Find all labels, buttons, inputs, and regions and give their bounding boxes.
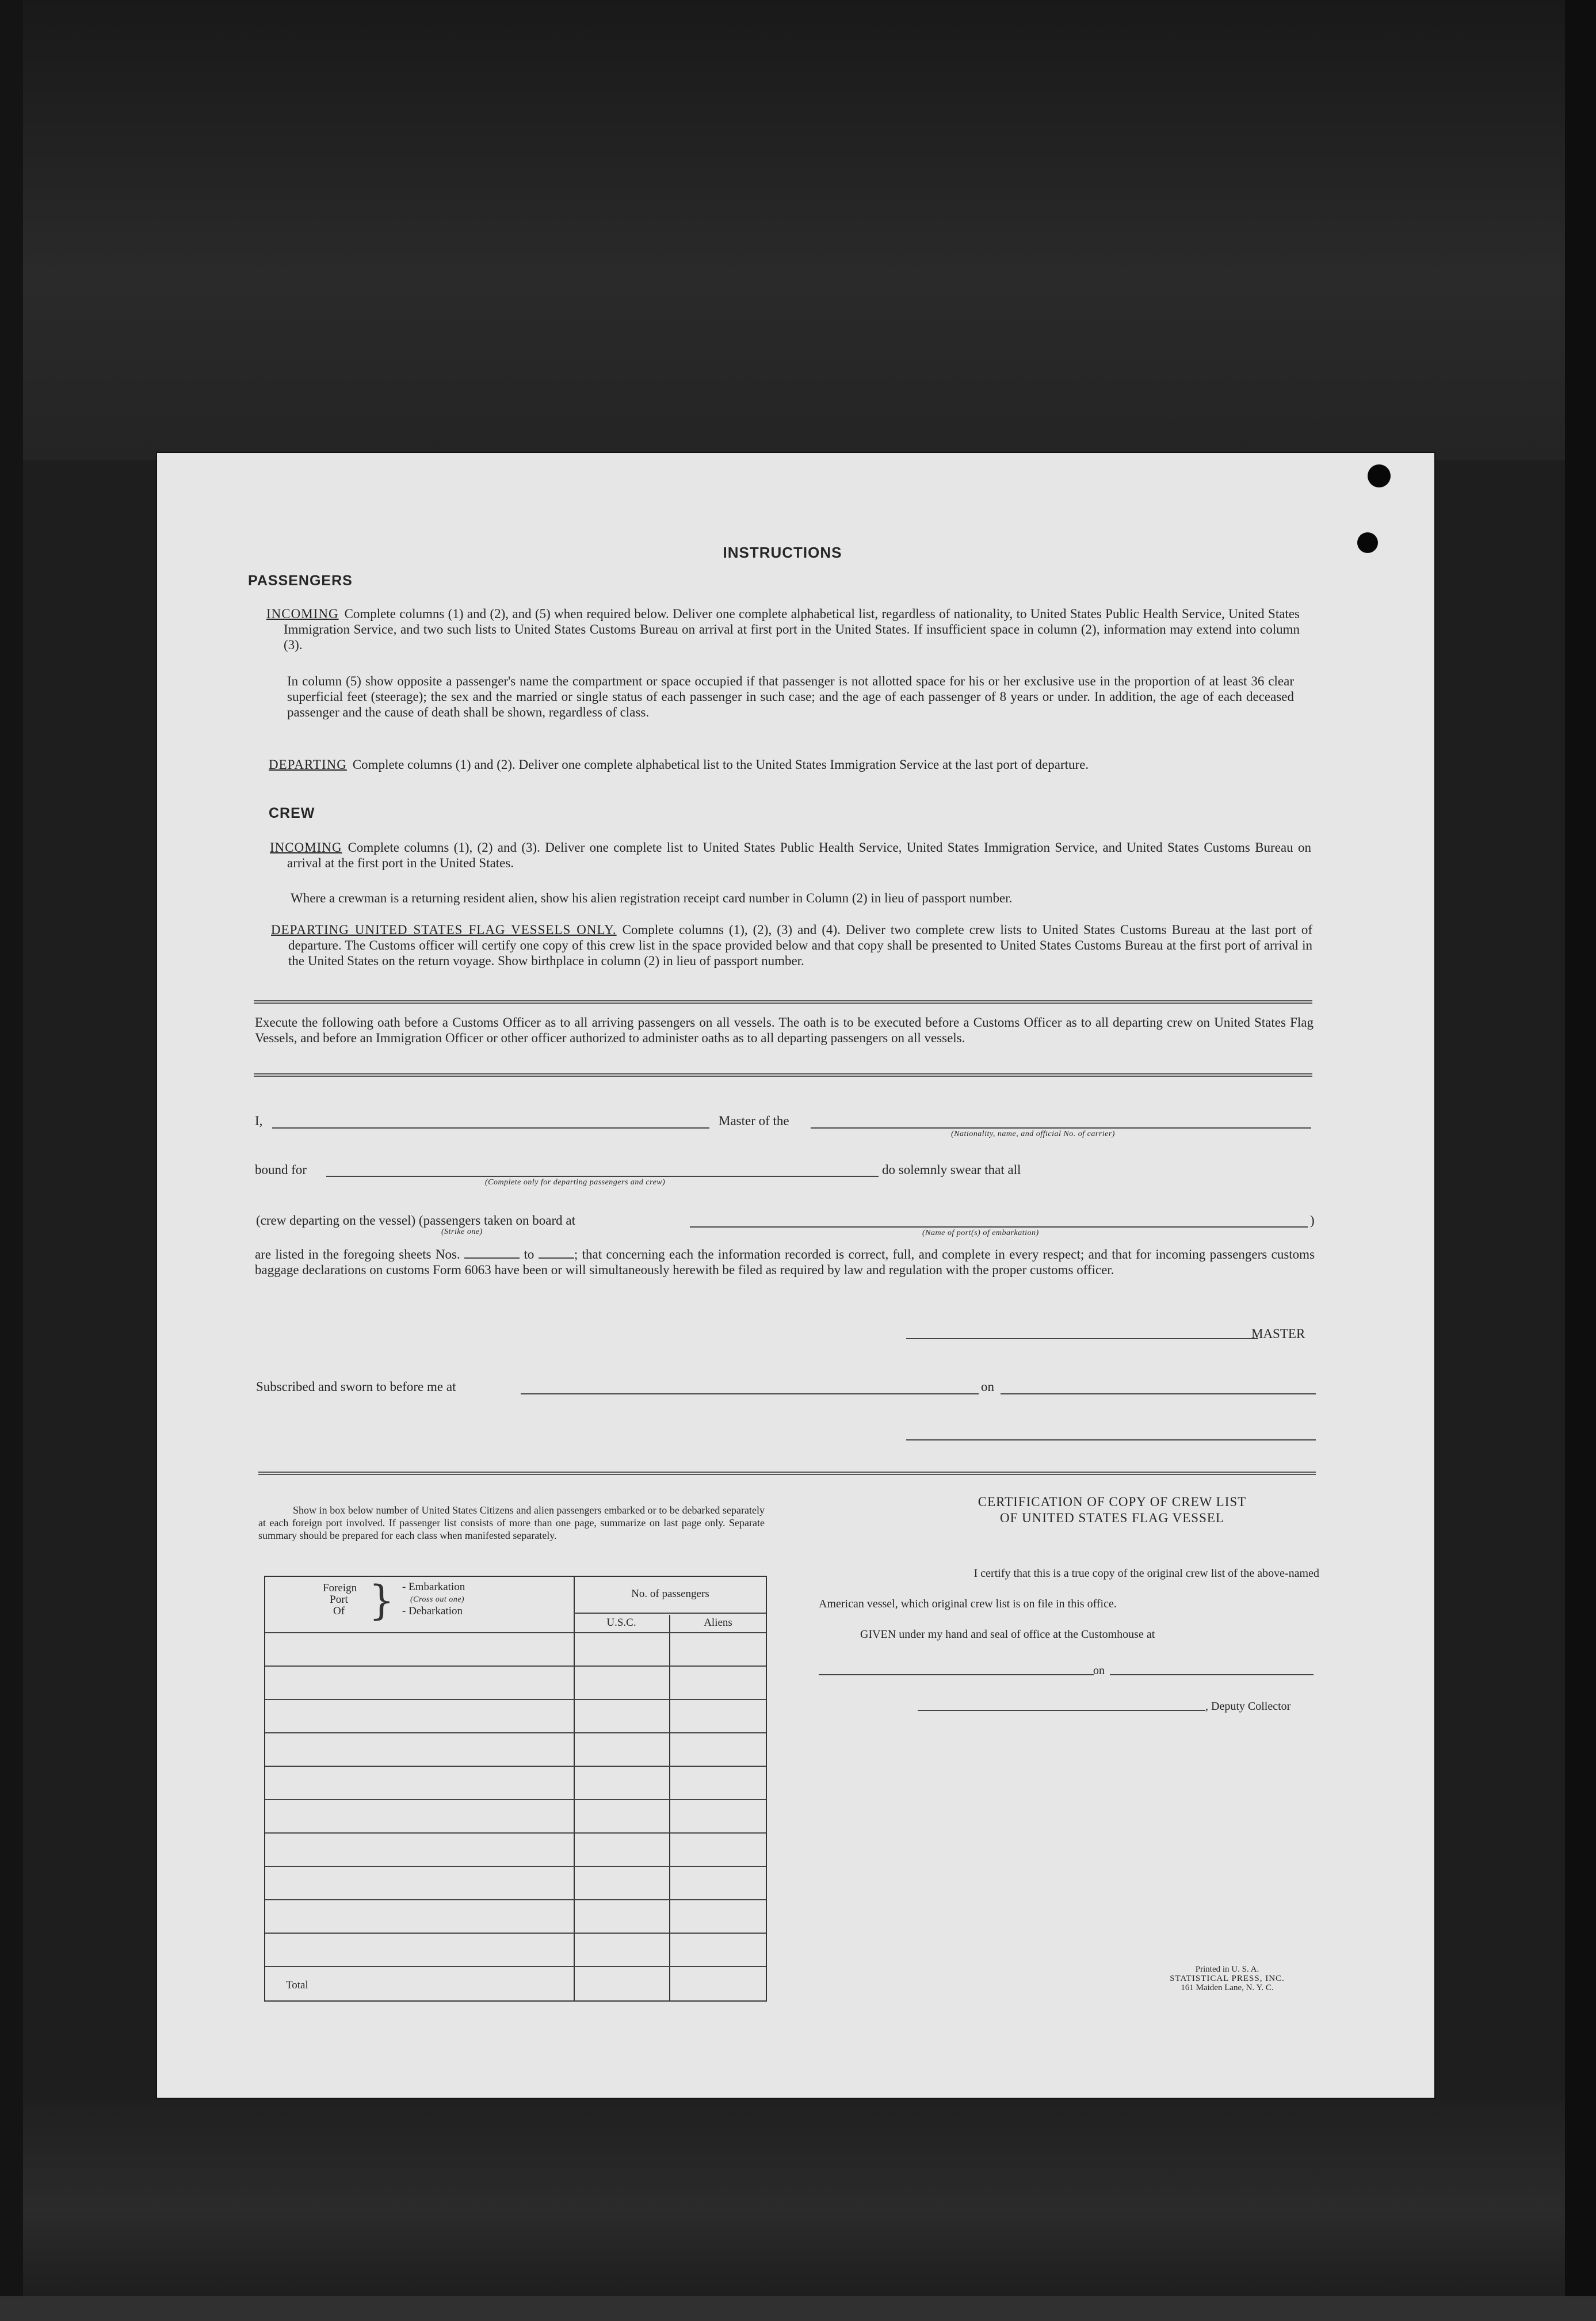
master-of-label: Master of the bbox=[719, 1114, 789, 1128]
customhouse-field[interactable] bbox=[819, 1674, 1094, 1675]
table-column-divider bbox=[574, 1577, 575, 2000]
usc-header: U.S.C. bbox=[606, 1617, 636, 1629]
closing-paren: ) bbox=[1310, 1213, 1315, 1228]
printer-line1: Printed in U. S. A. bbox=[1195, 1965, 1259, 1974]
bound-for-field[interactable] bbox=[326, 1176, 879, 1177]
officer-signature-field[interactable] bbox=[906, 1439, 1316, 1440]
deputy-collector-signature-field[interactable] bbox=[918, 1710, 1205, 1711]
instructions-title: INSTRUCTIONS bbox=[723, 544, 842, 561]
certify-line2: American vessel, which original crew list is on file in this office. bbox=[819, 1598, 1117, 1610]
table-row-line bbox=[265, 1766, 766, 1767]
table-row-line bbox=[265, 1699, 766, 1700]
total-label: Total bbox=[286, 1979, 308, 1991]
column5-instruction: In column (5) show opposite a passenger's name the compartment or space occupied if that passenger is not allotted space for his or her exclusive use in the proportion of at least 36 clear superficial feet (steerage); the sex and the married or single status of each passenger in such case; and the age of each passenger of 8 years or under. In addition, the age of each deceased passenger and the cause of death shall be shown, regardless of class. bbox=[287, 674, 1294, 719]
scan-border-right bbox=[1565, 0, 1596, 2321]
given-text: GIVEN under my hand and seal of office at the Customhouse at bbox=[860, 1628, 1155, 1641]
table-row-line bbox=[265, 1899, 766, 1900]
bound-for-hint: (Complete only for departing passengers and crew) bbox=[485, 1178, 666, 1187]
scan-background-bottom bbox=[0, 2101, 1596, 2321]
crew-departing-term: DEPARTING UNITED STATES FLAG VESSELS ONLY. bbox=[271, 923, 617, 937]
sworn-on-label: on bbox=[981, 1379, 994, 1394]
sheet-from-field[interactable] bbox=[464, 1257, 520, 1259]
incoming-text: Complete columns (1) and (2), and (5) when required below. Deliver one complete alphabetical list, regardless of nationality, to United States Public Health Service, United States Immigration Service, and two such lists to United States Customs Bureau on arrival at first port in the United States. If insufficient space in column (2), information may extend into column (3). bbox=[284, 607, 1300, 652]
punch-hole bbox=[1368, 464, 1391, 487]
listed-sheets-statement bbox=[255, 1247, 1315, 1278]
crew-incoming-text: Complete columns (1), (2) and (3). Deliver one complete list to United States Public Health Service, United States Immigration Service, and United States Customs Bureau on arrival at the first port in the United States. bbox=[287, 840, 1311, 870]
passengers-incoming-instruction bbox=[266, 606, 1300, 653]
master-name-field[interactable] bbox=[272, 1127, 709, 1129]
form-sheet bbox=[157, 453, 1434, 2098]
certification-on-label: on bbox=[1093, 1664, 1105, 1677]
master-signature-field[interactable] bbox=[906, 1338, 1258, 1339]
table-row-line bbox=[265, 1933, 766, 1934]
crew-incoming-instruction bbox=[270, 840, 1311, 871]
certify-line1: I certify that this is a true copy of the original crew list of the above-named bbox=[973, 1567, 1319, 1580]
no-of-passengers-header: No. of passengers bbox=[631, 1588, 709, 1600]
crew-departing-text: Complete columns (1), (2), (3) and (4). Deliver two complete crew lists to United States Customs Bureau at the last port of departure. The Customs officer will certify one copy of this crew list in the space provided below and that copy shall be presented to United States Customs Bureau at the first port of arrival in the United States on the return voyage. Show birthplace in column (2) in lieu of passport number. bbox=[288, 923, 1312, 968]
crewman-alien-instruction: Where a crewman is a returning resident alien, show his alien registration receipt card number in Column (2) in lieu of passport number. bbox=[291, 891, 1013, 905]
table-row-line bbox=[265, 1732, 766, 1733]
debarkation-header: - Debarkation bbox=[402, 1605, 463, 1617]
brace-glyph: } bbox=[369, 1577, 395, 1624]
oath-intro: Execute the following oath before a Customs Officer as to all arriving passengers on all vessels. The oath is to be executed before a Customs Officer as to all departing crew on United States Flag Vessels, and before an Immigration Officer or other officer authorized to administer oaths as to all departing passengers on all vessels. bbox=[255, 1015, 1314, 1045]
scan-background-top bbox=[0, 0, 1596, 460]
incoming-term: INCOMING bbox=[266, 607, 339, 621]
embarkation-header: - Embarkation bbox=[402, 1581, 465, 1593]
aliens-header: Aliens bbox=[704, 1617, 732, 1629]
certification-title-line1: CERTIFICATION OF COPY OF CREW LIST bbox=[978, 1495, 1247, 1509]
bound-for-label: bound for bbox=[255, 1163, 307, 1177]
subscribed-label: Subscribed and sworn to before me at bbox=[256, 1379, 456, 1394]
sworn-date-field[interactable] bbox=[1001, 1393, 1316, 1394]
crew-incoming-term: INCOMING bbox=[270, 840, 342, 855]
departing-term: DEPARTING bbox=[269, 757, 347, 772]
certification-date-field[interactable] bbox=[1110, 1674, 1314, 1675]
carrier-field[interactable] bbox=[811, 1127, 1311, 1129]
certification-title-line2: OF UNITED STATES FLAG VESSEL bbox=[1000, 1511, 1224, 1525]
foreign-port-of-header: Foreign Port Of bbox=[323, 1582, 357, 1617]
table-row-line bbox=[265, 1666, 766, 1667]
oath-i-label: I, bbox=[255, 1114, 263, 1128]
printer-line3: 161 Maiden Lane, N. Y. C. bbox=[1181, 1983, 1274, 1992]
passenger-summary-table bbox=[264, 1576, 767, 2002]
table-row-line bbox=[265, 1966, 766, 1967]
table-row-line bbox=[265, 1799, 766, 1800]
summary-note: Show in box below number of United States Citizens and alien passengers embarked or to be debarked separately at each foreign port involved. If passenger list consists of more than one page, summarize on last page only. Separate summary should be prepared for each class when manifested separately. bbox=[258, 1504, 765, 1541]
passengers-heading: PASSENGERS bbox=[248, 573, 353, 589]
embarkation-ports-field[interactable] bbox=[690, 1226, 1308, 1228]
carrier-hint: (Nationality, name, and official No. of carrier) bbox=[951, 1130, 1115, 1138]
ports-hint: (Name of port(s) of embarkation) bbox=[922, 1229, 1039, 1237]
departing-text: Complete columns (1) and (2). Deliver one complete alphabetical list to the United States Immigration Service at the last port of departure. bbox=[352, 757, 1089, 772]
strike-one-hint: (Strike one) bbox=[441, 1228, 483, 1236]
divider bbox=[254, 1073, 1312, 1077]
crew-passengers-label: (crew departing on the vessel) (passengers taken on board at bbox=[256, 1213, 575, 1228]
listed-suffix: ; that concerning each the information recorded is correct, full, and complete in every respect; and that for incoming passengers customs baggage declarations on customs Form 6063 have been or will simultaneously herewith be filed as required by law and regulation with the proper customs officer. bbox=[255, 1247, 1315, 1277]
swear-label: do solemnly swear that all bbox=[882, 1163, 1021, 1177]
cross-out-hint: (Cross out one) bbox=[410, 1595, 465, 1604]
passengers-departing-instruction bbox=[269, 757, 1311, 772]
printer-line2: STATISTICAL PRESS, INC. bbox=[1170, 1974, 1285, 1983]
deputy-collector-label: , Deputy Collector bbox=[1205, 1700, 1291, 1713]
scan-border-bottom bbox=[0, 2296, 1596, 2321]
scan-border-left bbox=[0, 0, 23, 2321]
divider bbox=[254, 1000, 1312, 1004]
table-header-divider bbox=[574, 1613, 766, 1614]
crew-heading: CREW bbox=[269, 805, 315, 821]
divider bbox=[258, 1472, 1316, 1475]
master-label: MASTER bbox=[1251, 1327, 1305, 1341]
table-row-line bbox=[265, 1866, 766, 1867]
to-label: to bbox=[524, 1247, 534, 1262]
listed-prefix: are listed in the foregoing sheets Nos. bbox=[255, 1247, 460, 1262]
sheet-to-field[interactable] bbox=[539, 1257, 574, 1259]
printer-imprint bbox=[1135, 1965, 1319, 1992]
crew-departing-instruction bbox=[271, 922, 1312, 969]
sworn-location-field[interactable] bbox=[521, 1393, 979, 1394]
table-row-line bbox=[265, 1832, 766, 1834]
table-column-divider bbox=[669, 1615, 670, 2000]
table-row-line bbox=[265, 1632, 766, 1633]
